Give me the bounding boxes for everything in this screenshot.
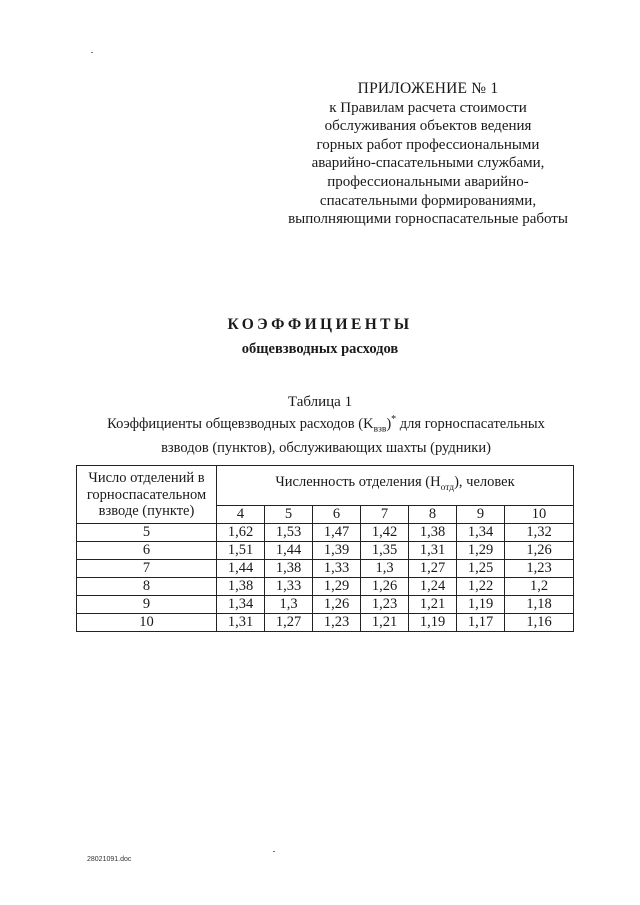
column-header: 8	[409, 505, 457, 523]
table-label: Таблица 1	[287, 394, 353, 410]
table-row	[77, 613, 574, 631]
table-cell: 1,51	[217, 541, 265, 559]
table-cell: 1,3	[361, 559, 409, 577]
table-cell: 1,21	[409, 595, 457, 613]
table-cell: 1,23	[505, 559, 574, 577]
table-cell: 1,22	[457, 577, 505, 595]
caption-subscript: взв	[373, 424, 387, 435]
column-header: 10	[505, 505, 574, 523]
table-header-row	[77, 466, 574, 506]
table-row	[77, 595, 574, 613]
table-cell: 1,27	[409, 559, 457, 577]
table-cell: 1,29	[313, 577, 361, 595]
table-cell: 1,38	[217, 577, 265, 595]
table-cell: 1,19	[409, 613, 457, 631]
table-cell: 1,53	[265, 523, 313, 541]
table-cell: 1,25	[457, 559, 505, 577]
table-cell: 1,33	[313, 559, 361, 577]
coefficients-table	[76, 465, 574, 632]
column-header: 9	[457, 505, 505, 523]
caption-text: для горноспасательных	[396, 415, 545, 432]
table-cell: 1,31	[409, 541, 457, 559]
column-group-subscript: отд	[440, 482, 455, 493]
table-cell: 1,31	[217, 613, 265, 631]
table-caption	[76, 411, 576, 458]
appendix-line: обслуживания объектов ведения	[324, 118, 532, 135]
column-group-text: ), человек	[454, 473, 515, 490]
appendix-line: к Правилам расчета стоимости	[329, 99, 527, 116]
table-cell: 1,17	[457, 613, 505, 631]
row-header-cell: Число отделений в горноспасательном взводе (пункте)	[77, 466, 217, 524]
table-cell: 1,44	[217, 559, 265, 577]
appendix-line: спасательными формированиями,	[319, 192, 537, 209]
table-cell: 1,38	[409, 523, 457, 541]
appendix-line: выполняющими горноспасательные работы	[288, 211, 568, 228]
table-cell: 1,27	[265, 613, 313, 631]
column-header: 7	[361, 505, 409, 523]
table-cell: 1,2	[505, 577, 574, 595]
caption-paren: )	[386, 415, 392, 432]
appendix-line: горных работ профессиональными	[316, 136, 540, 153]
row-label: 9	[77, 595, 217, 613]
table-cell: 1,33	[265, 577, 313, 595]
appendix-block	[280, 80, 576, 229]
table-cell: 1,3	[265, 595, 313, 613]
table-cell: 1,24	[409, 577, 457, 595]
table-cell: 1,21	[361, 613, 409, 631]
row-label: 8	[77, 577, 217, 595]
table-row	[77, 577, 574, 595]
appendix-title: ПРИЛОЖЕНИЕ № 1	[357, 80, 499, 97]
row-label: 6	[77, 541, 217, 559]
table-cell: 1,26	[505, 541, 574, 559]
table-cell: 1,47	[313, 523, 361, 541]
table-cell: 1,16	[505, 613, 574, 631]
table-cell: 1,34	[217, 595, 265, 613]
table-cell: 1,32	[505, 523, 574, 541]
document-subtitle: общевзводных расходов	[241, 341, 399, 357]
document-title: КОЭФФИЦИЕНТЫ	[227, 316, 413, 333]
table-cell: 1,38	[265, 559, 313, 577]
table-cell: 1,23	[361, 595, 409, 613]
scan-mark	[273, 851, 275, 852]
row-label: 5	[77, 523, 217, 541]
column-header: 6	[313, 505, 361, 523]
footer-filename: 28021091.doc	[87, 856, 132, 863]
caption-line-1	[76, 411, 576, 439]
table-cell: 1,42	[361, 523, 409, 541]
row-label: 10	[77, 613, 217, 631]
table-cell: 1,39	[313, 541, 361, 559]
table-row	[77, 559, 574, 577]
caption-asterisk: *	[391, 414, 397, 425]
appendix-line: профессиональными аварийно-	[327, 173, 529, 190]
table-cell: 1,23	[313, 613, 361, 631]
column-header: 4	[217, 505, 265, 523]
table-cell: 1,44	[265, 541, 313, 559]
table-row	[77, 541, 574, 559]
caption-text: Коэффициенты общевзводных расходов (K	[107, 415, 374, 432]
table-cell: 1,34	[457, 523, 505, 541]
table-cell: 1,35	[361, 541, 409, 559]
column-header: 5	[265, 505, 313, 523]
table-cell: 1,19	[457, 595, 505, 613]
appendix-line: аварийно-спасательными службами,	[311, 155, 545, 172]
column-group-header	[217, 466, 574, 506]
table-row	[77, 523, 574, 541]
scan-mark	[91, 52, 93, 53]
table-cell: 1,29	[457, 541, 505, 559]
caption-line-2: взводов (пунктов), обслуживающих шахты (рудники)	[161, 440, 491, 457]
column-group-text: Численность отделения (H	[275, 473, 441, 490]
table-cell: 1,26	[361, 577, 409, 595]
table-cell: 1,62	[217, 523, 265, 541]
row-label: 7	[77, 559, 217, 577]
table-cell: 1,26	[313, 595, 361, 613]
table-cell: 1,18	[505, 595, 574, 613]
